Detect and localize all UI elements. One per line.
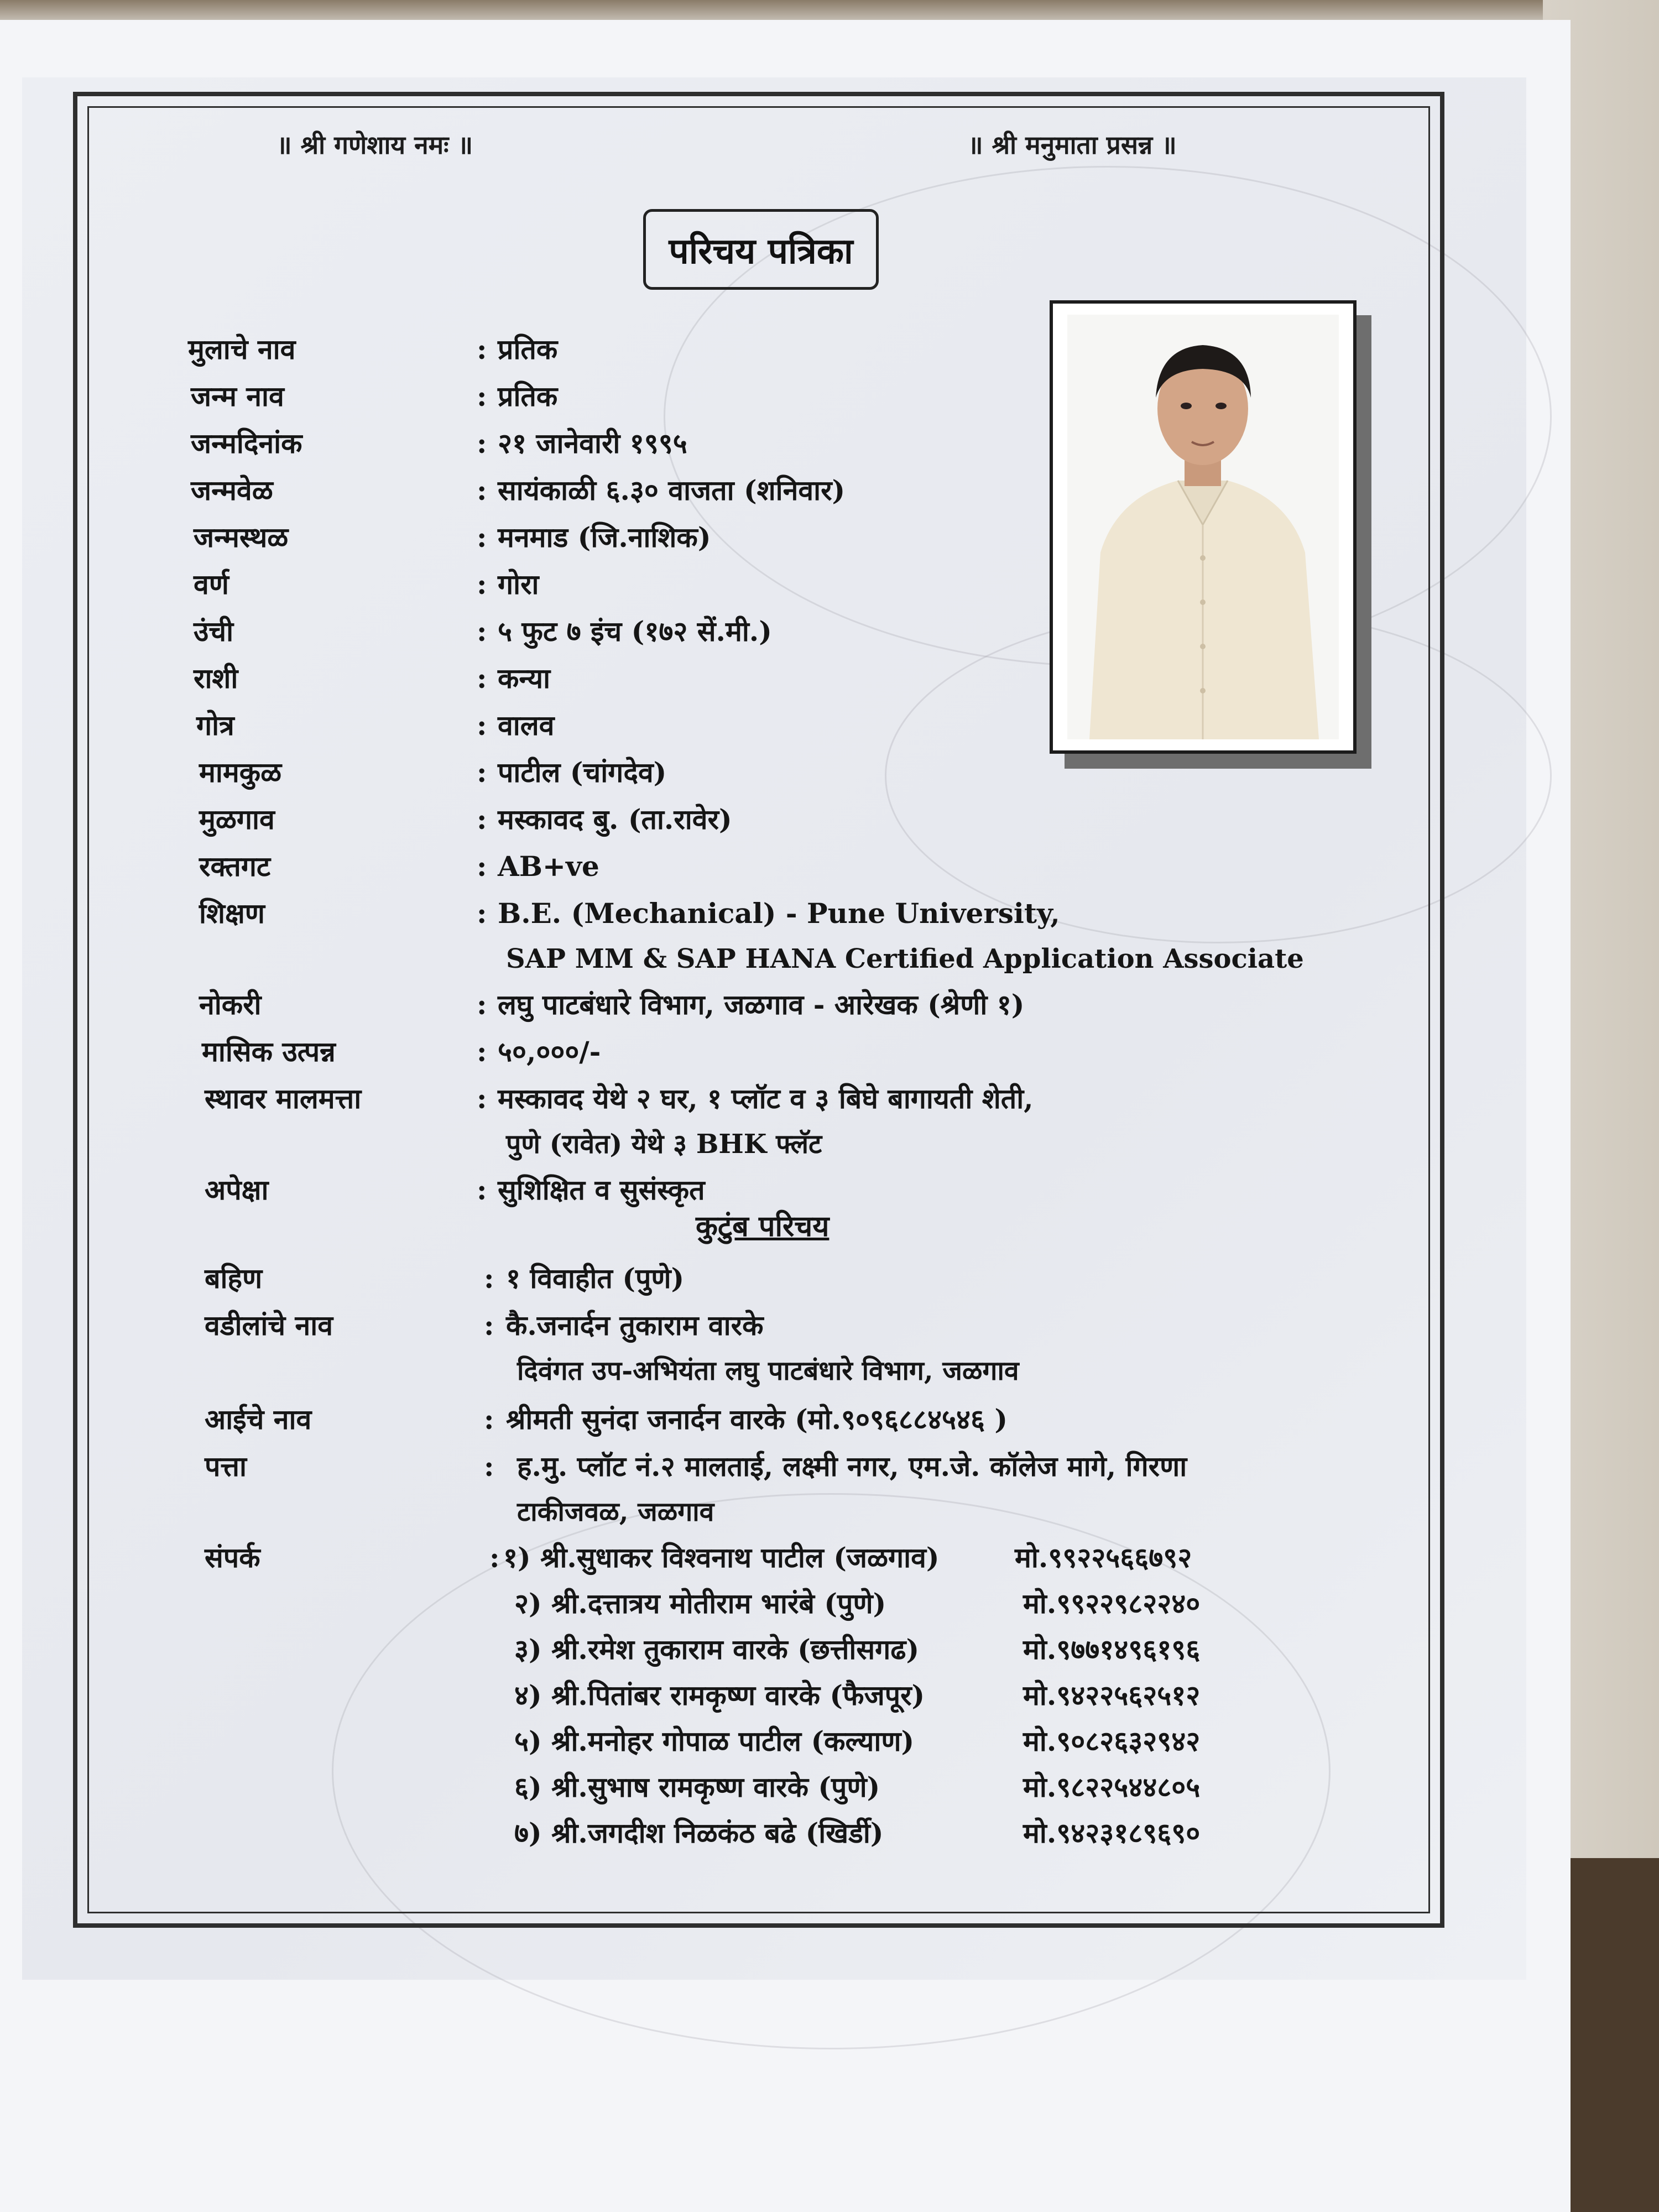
background-table: [1565, 1858, 1659, 2212]
contact-name: ६) श्री.सुभाष रामकृष्ण वारके (पुणे): [514, 1771, 880, 1803]
family-section-title: कुटुंब परिचय: [696, 1209, 830, 1243]
field-colon: :: [477, 380, 487, 413]
family-label: पत्ता: [205, 1450, 247, 1483]
field-label: राशी: [194, 662, 238, 695]
field-colon: :: [477, 333, 487, 366]
field-value: B.E. (Mechanical) - Pune University,: [498, 897, 1060, 930]
portrait-image: [1067, 315, 1339, 739]
field-label: शिक्षण: [199, 897, 265, 930]
field-label: उंची: [194, 615, 234, 648]
field-value: पाटील (चांगदेव): [498, 756, 667, 789]
field-label: नोकरी: [199, 988, 262, 1021]
family-label: बहिण: [205, 1262, 263, 1295]
field-value: मस्कावद बु. (ता.रावेर): [498, 803, 732, 836]
family-value: १ विवाहीत (पुणे): [506, 1262, 685, 1295]
field-label: मासिक उत्पन्न: [202, 1035, 336, 1068]
contact-name: ५) श्री.मनोहर गोपाळ पाटील (कल्याण): [514, 1725, 915, 1757]
family-label: वडीलांचे नाव: [205, 1309, 333, 1342]
family-value-continued: टाकीजवळ, जळगाव: [517, 1496, 714, 1527]
family-colon: :: [484, 1450, 494, 1483]
contact-name: १) श्री.सुधाकर विश्वनाथ पाटील (जळगाव): [503, 1541, 940, 1574]
candidate-photo: [1050, 300, 1357, 754]
field-value: सायंकाळी ६.३० वाजता (शनिवार): [498, 474, 846, 507]
contact-phone: मो.९८२२५४४८०५: [1023, 1771, 1201, 1803]
field-colon: :: [477, 988, 487, 1021]
field-value: वालव: [498, 709, 555, 742]
field-label: जन्मदिनांक: [191, 427, 302, 460]
field-colon: :: [477, 709, 487, 742]
field-label: स्थावर मालमत्ता: [205, 1082, 362, 1115]
contact-label: संपर्क: [205, 1541, 260, 1574]
field-value: लघु पाटबंधारे विभाग, जळगाव - आरेखक (श्रेणी १): [498, 988, 1025, 1021]
field-colon: :: [477, 897, 487, 930]
contact-phone: मो.९४२३१८९६९०: [1023, 1817, 1201, 1849]
family-colon: :: [484, 1403, 494, 1436]
field-label: वर्ण: [194, 568, 229, 601]
field-value: मनमाड (जि.नाशिक): [498, 521, 711, 554]
field-colon: :: [477, 1035, 487, 1068]
field-value: प्रतिक: [498, 333, 558, 366]
field-colon: :: [477, 850, 487, 883]
field-value: गोरा: [498, 568, 539, 601]
field-colon: :: [477, 803, 487, 836]
family-value: ह.मु. प्लॉट नं.२ मालताई, लक्ष्मी नगर, एम.जे. कॉलेज मागे, गिरणा: [517, 1450, 1187, 1483]
field-colon: :: [477, 1173, 487, 1206]
family-colon: :: [484, 1309, 494, 1342]
field-value: प्रतिक: [498, 380, 558, 413]
field-label: मुळगाव: [199, 803, 275, 836]
family-label: आईचे नाव: [205, 1403, 312, 1436]
field-value: सुशिक्षित व सुसंस्कृत: [498, 1173, 705, 1206]
field-value: ५०,०००/-: [498, 1035, 601, 1068]
field-value: २१ जानेवारी १९९५: [498, 427, 687, 460]
family-value: कै.जनार्दन तुकाराम वारके: [506, 1309, 764, 1342]
family-value: श्रीमती सुनंदा जनार्दन वारके (मो.९०९६८८४५४६ ): [506, 1403, 1008, 1436]
field-value: ५ फुट ७ इंच (१७२ सें.मी.): [498, 615, 772, 648]
background-surface: [0, 0, 1659, 22]
contact-phone: मो.९९२२५६६७९२: [1015, 1541, 1192, 1574]
field-colon: :: [477, 756, 487, 789]
header-right-invocation: ॥ श्री मनुमाता प्रसन्न ॥: [968, 130, 1177, 160]
field-colon: :: [477, 568, 487, 601]
family-value-continued: दिवंगत उप-अभियंता लघु पाटबंधारे विभाग, जळगाव: [517, 1355, 1019, 1386]
field-label: गोत्र: [196, 709, 234, 742]
contact-name: ३) श्री.रमेश तुकाराम वारके (छत्तीसगढ): [514, 1633, 920, 1666]
contact-name: ४) श्री.पितांबर रामकृष्ण वारके (फैजपूर): [514, 1679, 925, 1712]
field-label: जन्मस्थळ: [194, 521, 289, 554]
field-value-continued: पुणे (रावेत) येथे ३ BHK फ्लॅट: [506, 1129, 822, 1160]
field-value: कन्या: [498, 662, 551, 695]
field-colon: :: [477, 1082, 487, 1115]
contact-name: ७) श्री.जगदीश निळकंठ बढे (खिर्डी): [514, 1817, 884, 1849]
family-colon: :: [484, 1262, 494, 1295]
contact-phone: मो.९७७१४९६१९६: [1023, 1633, 1201, 1666]
field-value-continued: SAP MM & SAP HANA Certified Application Associate: [506, 943, 1304, 974]
field-label: मुलाचे नाव: [188, 333, 296, 366]
field-label: अपेक्षा: [205, 1173, 269, 1206]
contact-phone: मो.९९२२९८२२४०: [1023, 1587, 1201, 1620]
field-colon: :: [477, 615, 487, 648]
field-colon: :: [477, 662, 487, 695]
contact-colon: :: [489, 1541, 500, 1574]
contact-phone: मो.९४२२५६२५१२: [1023, 1679, 1201, 1712]
field-label: जन्मवेळ: [191, 474, 273, 507]
field-value: मस्कावद येथे २ घर, १ प्लॉट व ३ बिघे बागायती शेती,: [498, 1082, 1034, 1115]
field-label: रक्तगट: [199, 850, 271, 883]
document-title: परिचय पत्रिका: [643, 209, 879, 290]
field-colon: :: [477, 474, 487, 507]
field-label: मामकुळ: [199, 756, 282, 789]
field-colon: :: [477, 521, 487, 554]
contact-name: २) श्री.दत्तात्रय मोतीराम भारंबे (पुणे): [514, 1587, 886, 1620]
field-colon: :: [477, 427, 487, 460]
contact-phone: मो.९०८२६३२९४२: [1023, 1725, 1201, 1757]
header-left-invocation: ॥ श्री गणेशाय नमः ॥: [276, 130, 473, 160]
field-label: जन्म नाव: [191, 380, 284, 413]
field-value: AB+ve: [498, 850, 599, 883]
